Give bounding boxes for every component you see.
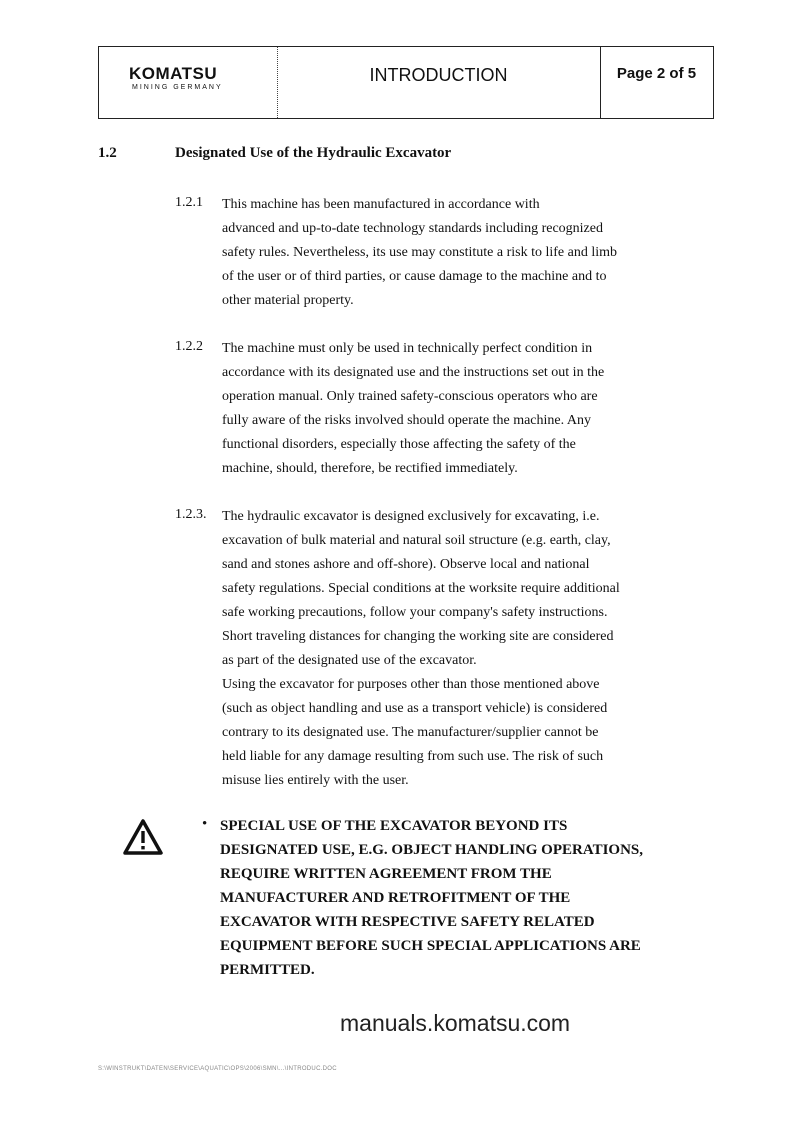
section-title: Designated Use of the Hydraulic Excavator — [175, 145, 452, 161]
text-line: of the user or of third parties, or cause damage to the machine and to — [222, 269, 607, 284]
warning-line: MANUFACTURER AND RETROFITMENT OF THE — [220, 890, 571, 906]
warning-line: EXCAVATOR WITH RESPECTIVE SAFETY RELATED — [220, 914, 595, 930]
text-line: Using the excavator for purposes other than those mentioned above — [222, 677, 600, 692]
text-line: as part of the designated use of the excavator. — [222, 653, 477, 668]
text-line: advanced and up-to-date technology standards including recognized — [222, 221, 603, 236]
page-header — [98, 46, 714, 119]
text-line: sand and stones ashore and off-shore). Observe local and national — [222, 557, 590, 572]
divider — [600, 47, 601, 118]
text-line: misuse lies entirely with the user. — [222, 773, 409, 788]
text-line: excavation of bulk material and natural soil structure (e.g. earth, clay, — [222, 533, 611, 548]
paragraph-number: 1.2.2 — [175, 339, 203, 354]
text-line: contrary to its designated use. The manufacturer/supplier cannot be — [222, 725, 599, 740]
page-number: Page 2 of 5 — [616, 65, 697, 82]
text-line: Short traveling distances for changing the working site are considered — [222, 629, 614, 644]
watermark: manuals.komatsu.com — [340, 1010, 571, 1036]
header-title: INTRODUCTION — [369, 65, 508, 85]
warning-line: EQUIPMENT BEFORE SUCH SPECIAL APPLICATIONS ARE — [220, 938, 641, 954]
text-line: The machine must only be used in technically perfect condition in — [222, 341, 593, 356]
komatsu-logo: KOMATSU — [129, 64, 218, 83]
text-line: safety regulations. Special conditions at the worksite require additional — [222, 581, 620, 596]
text-line: fully aware of the risks involved should operate the machine. Any — [222, 413, 591, 428]
text-line: (such as object handling and use as a transport vehicle) is considered — [222, 701, 608, 716]
text-line: This machine has been manufactured in accordance with — [222, 197, 540, 212]
text-line: The hydraulic excavator is designed exclusively for excavating, i.e. — [222, 509, 600, 524]
section-number: 1.2 — [98, 145, 117, 161]
warning-line: SPECIAL USE OF THE EXCAVATOR BEYOND ITS — [220, 818, 568, 834]
text-line: safe working precautions, follow your company's safety instructions. — [222, 605, 608, 620]
text-line: safety rules. Nevertheless, its use may constitute a risk to life and limb — [222, 245, 618, 260]
warning-line: REQUIRE WRITTEN AGREEMENT FROM THE — [220, 866, 552, 882]
text-line: machine, should, therefore, be rectified immediately. — [222, 461, 518, 476]
paragraph-body — [222, 193, 682, 313]
warning-triangle-icon — [122, 818, 164, 856]
footer-path: S:\WINSTRUKT\DATEN\SERVICE\AQUATIC\OPS\2006\SMN\...\INTRODUC.DOC — [98, 1066, 337, 1072]
bullet: • — [202, 816, 208, 832]
logo-subtitle: MINING GERMANY — [132, 84, 223, 91]
text-line: operation manual. Only trained safety-conscious operators who are — [222, 389, 598, 404]
warning-text — [220, 814, 643, 982]
text-line: accordance with its designated use and the instructions set out in the — [222, 365, 605, 380]
warning-line: PERMITTED. — [220, 962, 315, 978]
paragraph-body — [222, 337, 682, 481]
text-line: functional disorders, especially those affecting the safety of the — [222, 437, 576, 452]
paragraph-number: 1.2.1 — [175, 195, 203, 210]
text-line: other material property. — [222, 293, 354, 308]
text-line: held liable for any damage resulting from such use. The risk of such — [222, 749, 604, 764]
paragraph-body — [222, 505, 682, 793]
warning-line: DESIGNATED USE, E.G. OBJECT HANDLING OPERATIONS, — [220, 842, 644, 858]
paragraph-number: 1.2.3. — [175, 507, 207, 522]
